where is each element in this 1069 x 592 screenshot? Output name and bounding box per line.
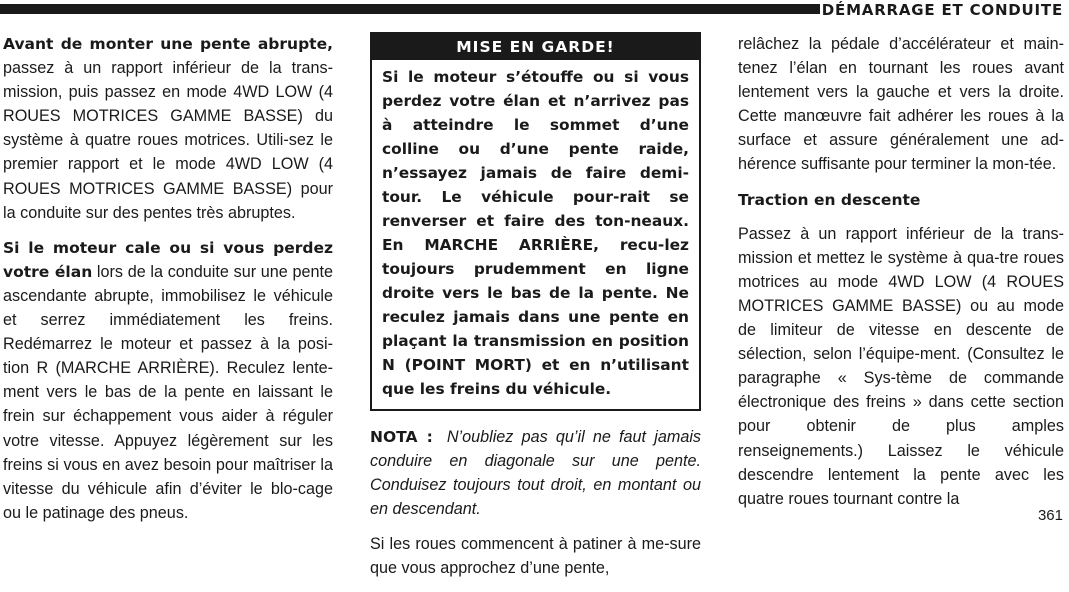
paragraph-stall [3,236,333,525]
section-heading: Traction en descente [738,190,921,209]
header-rule [0,4,820,14]
page-header [0,0,1069,22]
note-paragraph [370,425,701,521]
column-right [738,32,1064,522]
section-title: DÉMARRAGE ET CONDUITE [821,1,1063,19]
column-middle [370,32,701,592]
note-text: N’oubliez pas qu’il ne faut jamais conduire en diagonale sur une pente. Conduisez toujours tout droit, en montant ou en descendant. [370,428,702,519]
paragraph-lead: Si le moteur cale ou si vous perdez votre élan [3,238,333,281]
paragraph-text: lors de la conduite sur une pente ascendante abrupte, immobilisez le véhicule et serrez immédiatement les freins. Redémarrez le moteur et passez à la posi-tion R (MARCHE ARRIÈRE). Reculez lente-ment vers le bas de la pente en laissant le frein sur échappement vous aider à réguler votre vitesse. Appuyez légèrement sur les freins si vous en avez besoin pour maîtriser la vitesse du véhicule afin d’éviter le blo-cage ou le patinage des pneus. [3,262,333,522]
note-label: NOTA : [370,428,433,446]
paragraph-lead: Avant de monter une pente abrupte, [3,35,333,53]
paragraph-wheel-spin: Si les roues commencent à patiner à me-sure que vous approchez d’une pente, [370,535,701,578]
warning-box [370,32,701,411]
page-number: 361 [1037,507,1063,524]
column-left [3,32,333,536]
paragraph-text: passez à un rapport inférieur de la trans-mission, puis passez en mode 4WD LOW (4 ROUES MOTRICES GAMME BASSE) du système à quatre roues motrices. Utili-sez le premier rapport et le mode 4WD LOW (4 ROUES MOTRICES GAMME BASSE) pour la conduite sur des pentes très abruptes. [3,59,333,222]
paragraph-descent: Passez à un rapport inférieur de la trans-mission et mettez le système à qua-tre roues motrices au mode 4WD LOW (4 ROUES MOTRICES GAMME BASSE) ou au mode de limiteur de vitesse en descente de sélection, selon l’équipe-ment. (Consultez le paragraphe « Sys-tème de commande électronique des freins » dans cette section pour obtenir de plus amples renseignements.) Laissez le véhicule descendre lentement la pente avec les quatre roues tournant contre la [738,224,1064,508]
warning-title: MISE EN GARDE! [372,34,699,60]
paragraph-continued: relâchez la pédale d’accélérateur et main-tenez l’élan en tournant les roues avant lentement vers la gauche et vers la droite. Cette manœuvre fait adhérer les roues à la surface et assure généralement une ad-hérence suffisante pour terminer la mon-tée. [738,35,1064,174]
paragraph-steep-climb [3,32,333,225]
warning-text: Si le moteur s’étouffe ou si vous perdez votre élan et n’arrivez pas à atteindre le sommet d’une colline ou d’une pente raide, n’essayez jamais de faire demi-tour. Le véhicule pour-rait se renverser et faire des ton-neaux. En MARCHE ARRIÈRE, recu-lez toujours prudemment en ligne droite vers le bas de la pente. Ne reculez jamais dans une pente en plaçant la transmission en position N (POINT MORT) et en n’utilisant que les freins du véhicule. [382,68,689,398]
